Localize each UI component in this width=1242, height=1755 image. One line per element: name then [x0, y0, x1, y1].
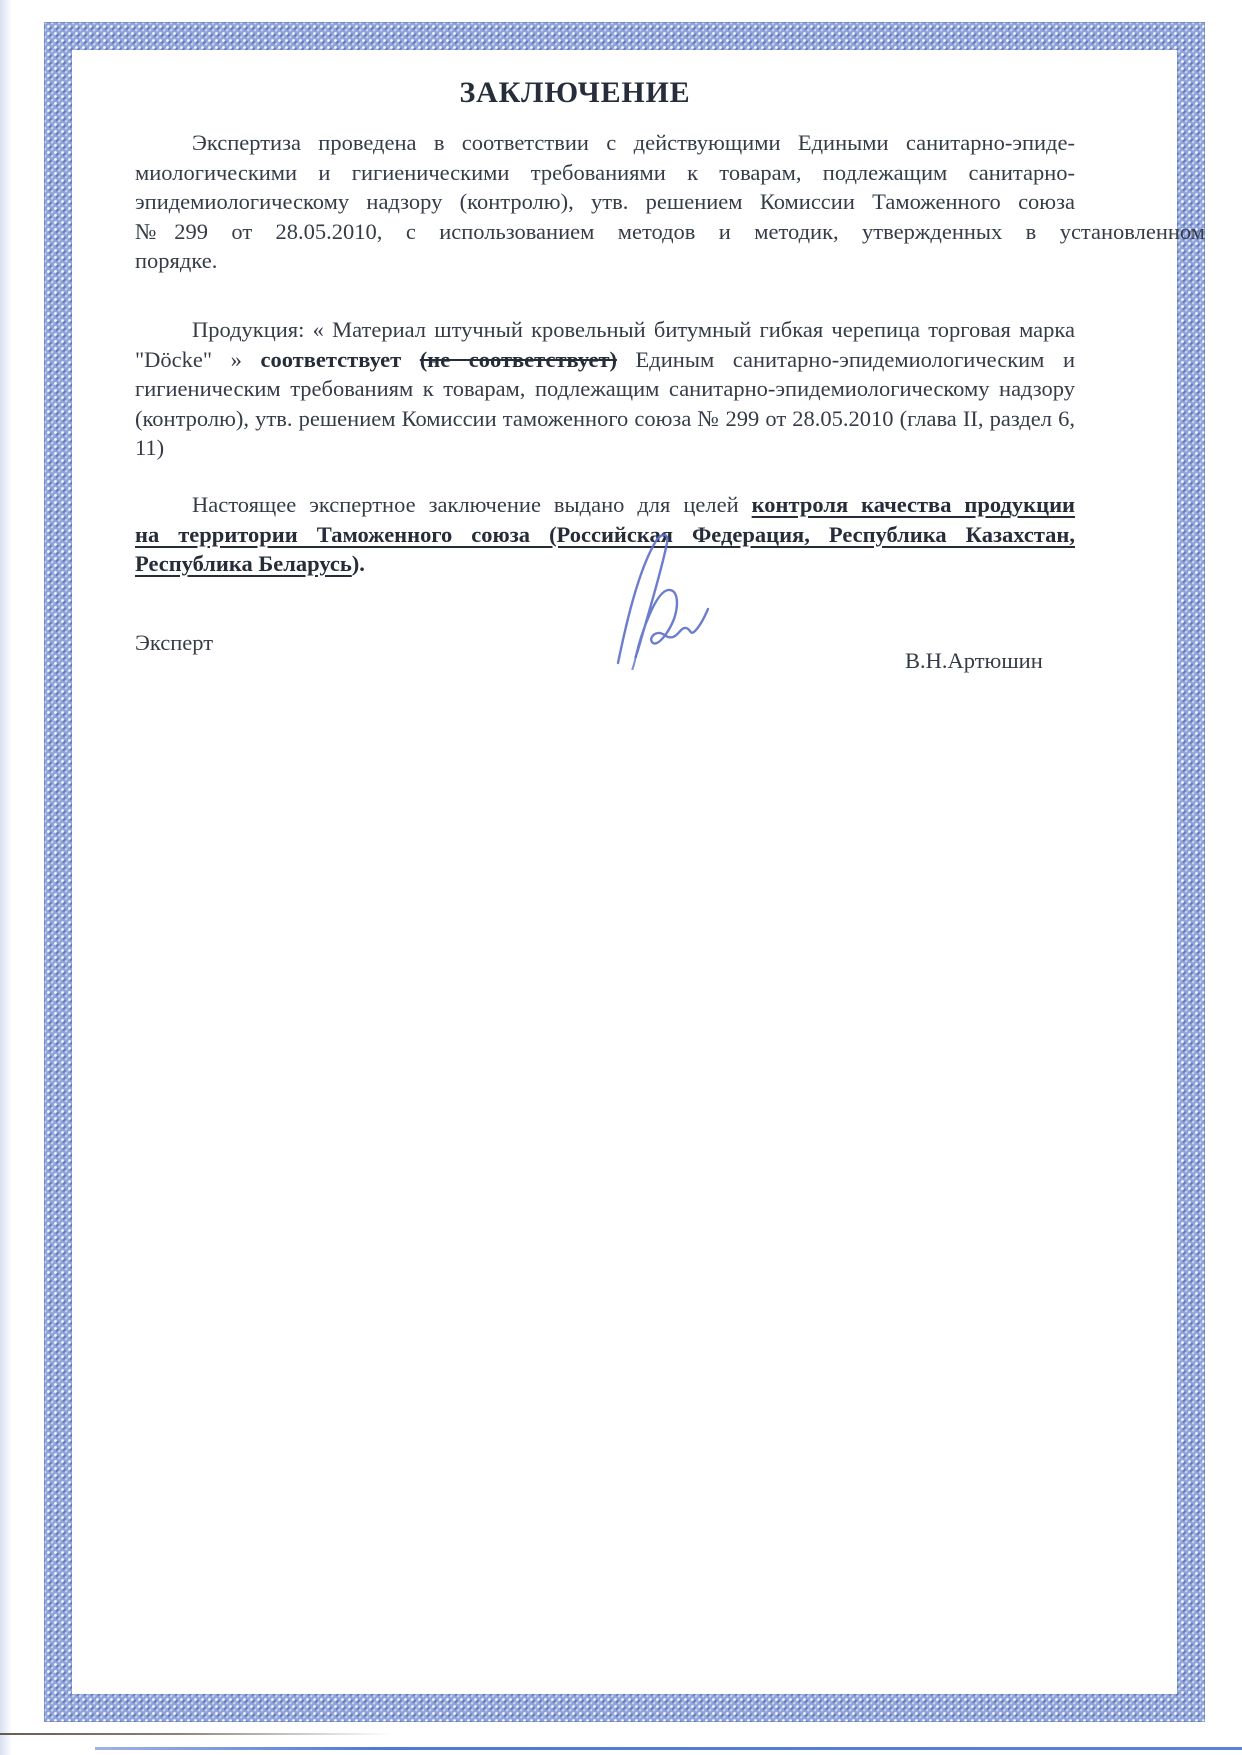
text-line [135, 490, 1075, 520]
conformity-status: соответствует [260, 346, 402, 372]
line-continuation: Единым санитарно-эпидемиологическим и [635, 346, 1076, 372]
purpose-highlight: контроля качества продукции [751, 492, 1076, 517]
text-line: Экспертиза проведена в соответствии с действующими Едиными санитарно-эпиде- [192, 130, 1075, 155]
handwritten-signature-icon [590, 530, 740, 670]
product-brand: "Döcke" » [135, 346, 242, 372]
expertise-paragraph [135, 128, 1205, 276]
scan-artifact-blue-line [95, 1747, 1242, 1750]
scan-artifact-gray-line [0, 1733, 392, 1735]
purpose-highlight: Республика Беларусь [135, 551, 352, 576]
text-line: №299 от 28.05.2010, с использованием методов и методик, утвержденных в установленном [135, 218, 1205, 244]
document-content [135, 0, 1205, 1755]
text-line: гигиеническим требованиям к товарам, подлежащим санитарно-эпидемиологическому надзору [135, 376, 1075, 401]
text-line: (контролю), утв. решением Комиссии таможенного союза № 299 от 28.05.2010 (глава II, раздел 6, [135, 405, 1075, 431]
text-line: 11) [135, 435, 165, 460]
text-line [135, 345, 1075, 375]
scan-edge-tint [0, 0, 12, 1755]
text-line: миологическими и гигиеническими требованиями к товарам, подлежащим санитарно- [135, 159, 1075, 185]
purpose-tail: ). [351, 551, 365, 576]
text-line: эпидемиологическому надзору (контролю), утв. решением Комиссии Таможенного союза [135, 189, 1075, 214]
text-line: Продукция: « Материал штучный кровельный битумный гибкая черепица торговая марка [192, 317, 1075, 342]
purpose-highlight: на территории Таможенного союза (Российская Федерация, Республика Казахстан, [135, 521, 1075, 547]
product-paragraph [135, 315, 1075, 463]
document-title: ЗАКЛЮЧЕНИЕ [459, 76, 691, 109]
purpose-lead: Настоящее экспертное заключение выдано для целей [192, 492, 739, 517]
expert-name: В.Н.Артюшин [905, 648, 1043, 673]
struck-alternative: (не соответствует) [419, 346, 617, 372]
expert-role-label: Эксперт [135, 630, 214, 655]
text-line: порядке. [135, 248, 218, 273]
